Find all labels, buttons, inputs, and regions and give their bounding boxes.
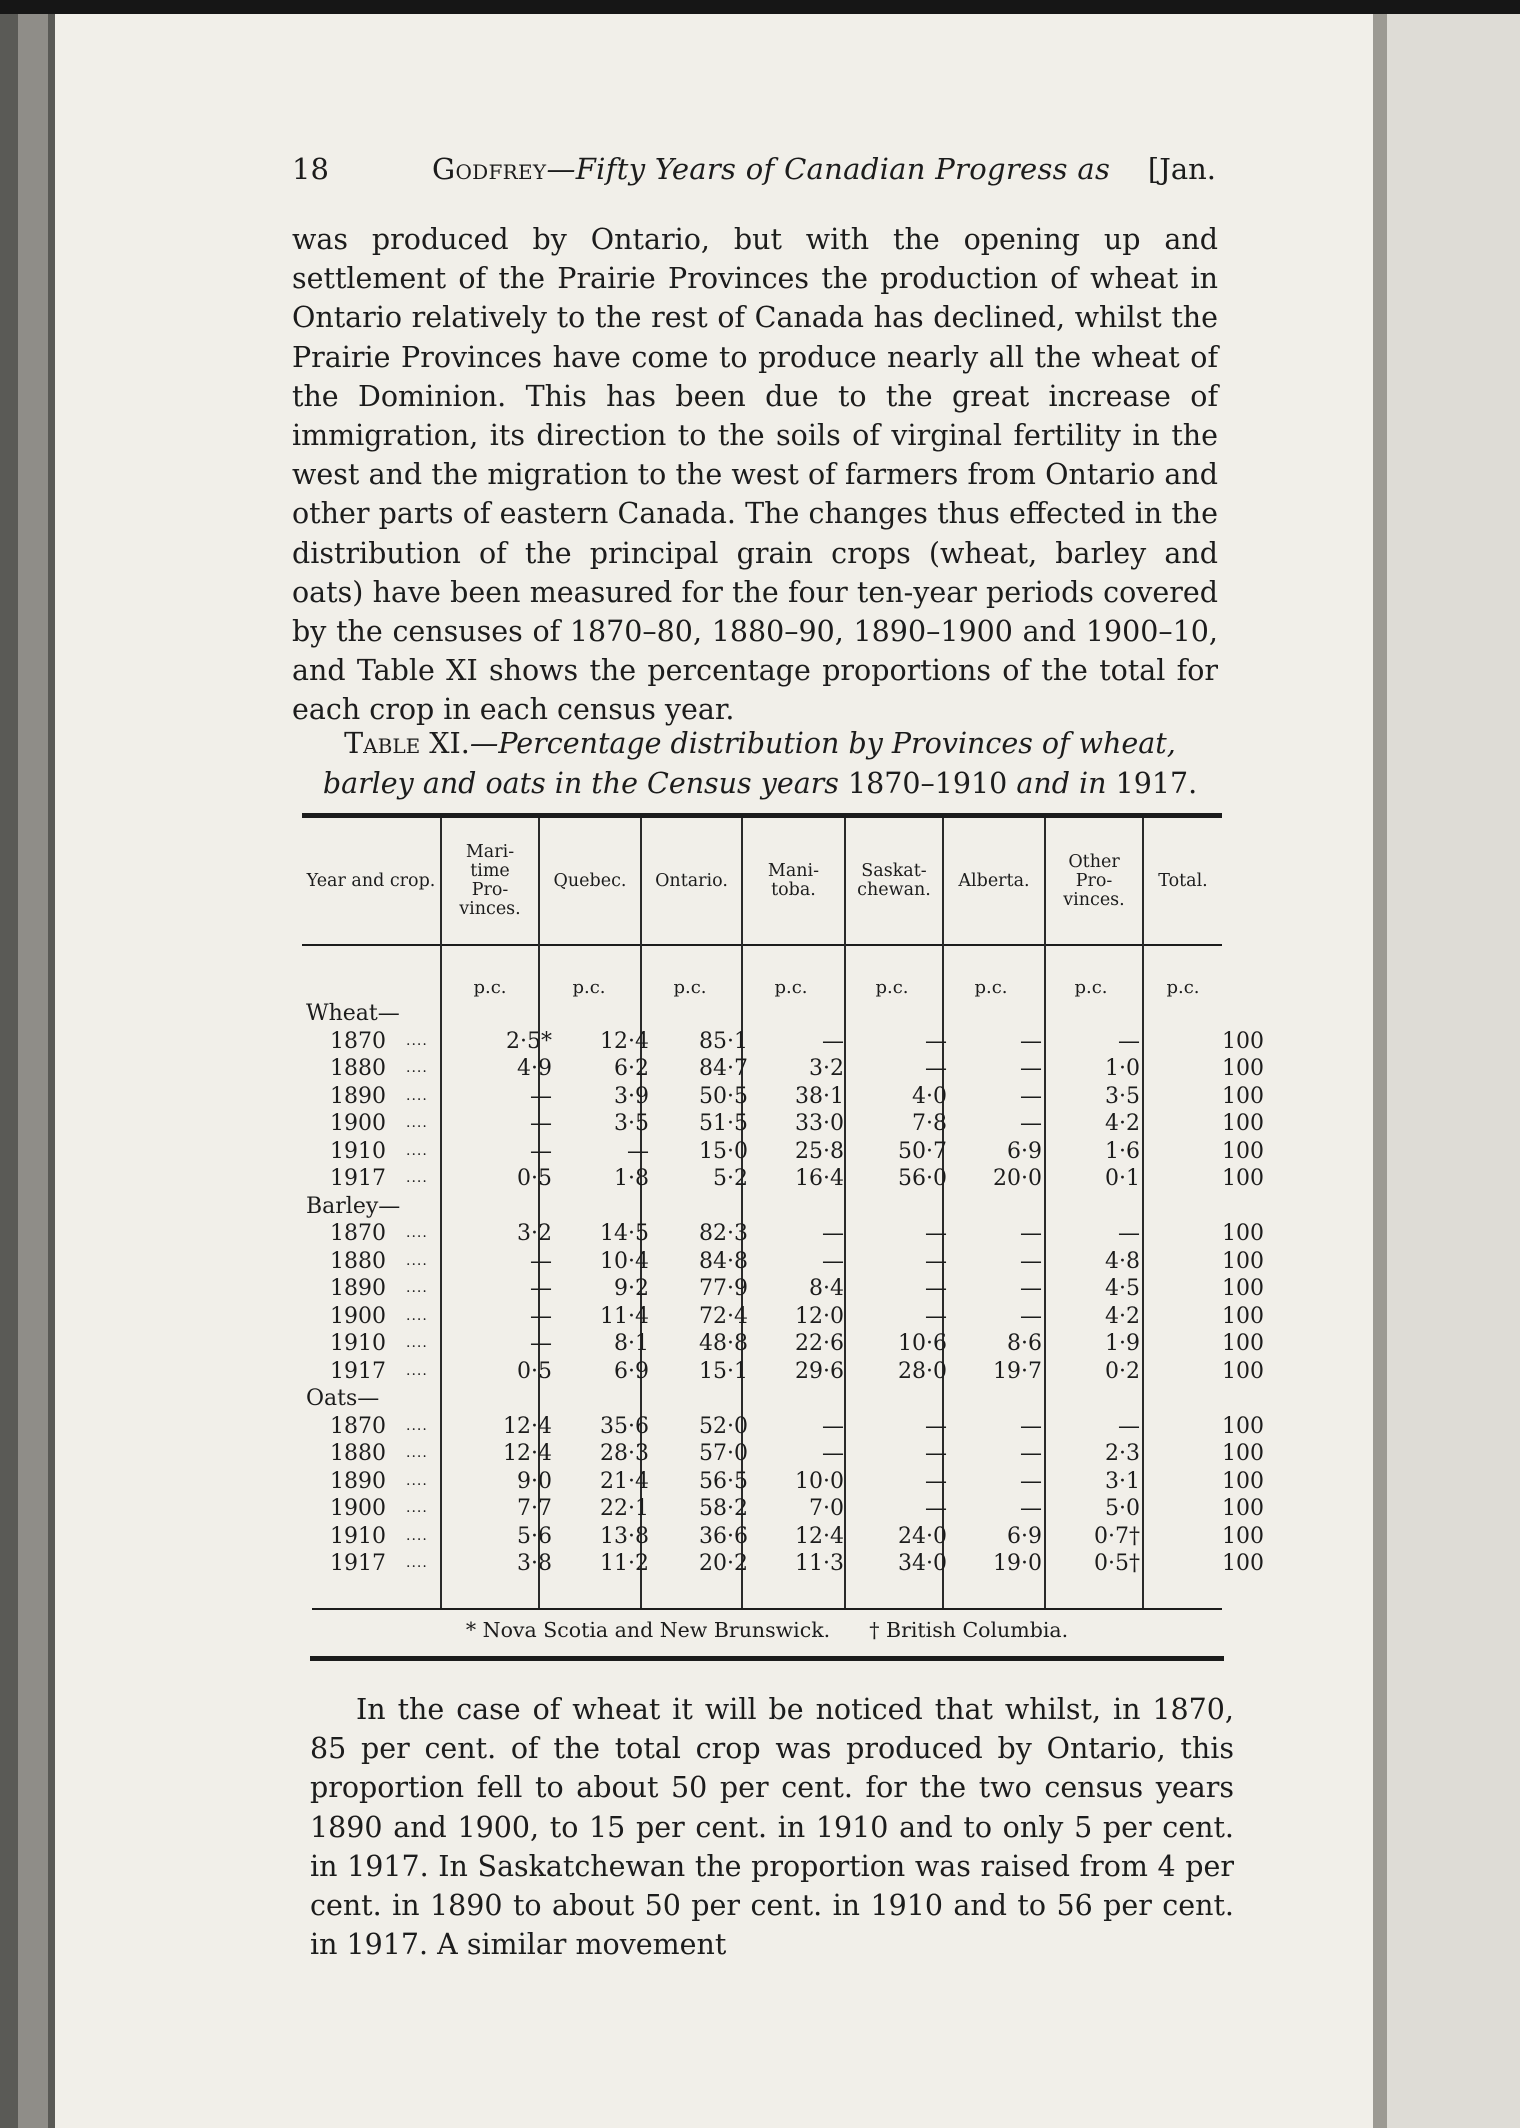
value-cell-alberta: 6·9 bbox=[1007, 1138, 1042, 1164]
value-cell-other: — bbox=[1118, 1028, 1140, 1054]
value-cell-alberta: — bbox=[1020, 1221, 1042, 1246]
value-cell-alberta: — bbox=[1020, 1056, 1042, 1081]
crop-label: Barley— bbox=[306, 1193, 401, 1219]
leader-dots: .... bbox=[406, 1335, 428, 1351]
value-cell-maritime: 3·8 bbox=[517, 1551, 552, 1576]
table-row bbox=[302, 1495, 1264, 1523]
table-row bbox=[302, 1440, 1264, 1468]
value-cell-alberta: 20·0 bbox=[993, 1166, 1042, 1191]
unit-label: p.c. bbox=[974, 977, 1008, 998]
value-cell-total: 100 bbox=[1222, 1248, 1264, 1274]
scan-left-binding-inner bbox=[18, 14, 48, 2128]
column-header-other: Other Pro- vinces. bbox=[1063, 851, 1125, 910]
year-cell: 1910 bbox=[330, 1331, 386, 1356]
table-body bbox=[302, 1000, 1264, 1578]
value-cell-quebec: 28·3 bbox=[600, 1441, 649, 1466]
value-cell-maritime: 9·0 bbox=[517, 1468, 552, 1494]
value-cell-ontario: 36·6 bbox=[699, 1523, 748, 1549]
value-cell-ontario: 20·2 bbox=[699, 1551, 748, 1576]
table-row bbox=[302, 1330, 1264, 1358]
value-cell-manitoba: 38·1 bbox=[795, 1083, 844, 1109]
value-cell-total: 100 bbox=[1222, 1056, 1264, 1081]
table-row bbox=[302, 1165, 1264, 1193]
value-cell-manitoba: 7·0 bbox=[809, 1496, 844, 1521]
leader-dots: .... bbox=[406, 1170, 428, 1186]
value-cell-other: 1·0 bbox=[1105, 1056, 1140, 1081]
value-cell-total: 100 bbox=[1222, 1303, 1264, 1329]
year-cell: 1910 bbox=[330, 1523, 386, 1549]
value-cell-quebec: 14·5 bbox=[600, 1221, 649, 1246]
running-title-author: Godfrey bbox=[432, 152, 547, 186]
value-cell-maritime: — bbox=[530, 1248, 552, 1274]
value-cell-quebec: 6·2 bbox=[614, 1056, 649, 1081]
value-cell-alberta: — bbox=[1020, 1276, 1042, 1301]
body-paragraph-1: was produced by Ontario, but with the opening up and settlement of the Prairie Provinces the production of wheat in Ontario relatively to the rest of Canada has declined, whilst the Prairie Provinces have come to produce nearly all the wheat of the Dominion. This has been due to the great increase of immigration, its direction to the soils of virginal fertility in the west and the migration to the west of farmers from Ontario and other parts of eastern Canada. The changes thus effected in the distribution of the principal grain crops (wheat, barley and oats) have been measured for the four ten-year periods covered by the censuses of 1870–80, 1880–90, 1890–1900 and 1900–10, and Table XI shows the percentage proportions of the total for each crop in each census year. bbox=[292, 223, 1218, 727]
value-cell-quebec: 12·4 bbox=[600, 1028, 649, 1054]
value-cell-maritime: — bbox=[530, 1276, 552, 1301]
unit-label: p.c. bbox=[774, 977, 808, 998]
value-cell-maritime: — bbox=[530, 1083, 552, 1109]
value-cell-maritime: — bbox=[530, 1138, 552, 1164]
column-header-total: Total. bbox=[1158, 870, 1208, 891]
value-cell-saskatchewan: — bbox=[925, 1221, 947, 1246]
value-cell-other: 1·9 bbox=[1105, 1331, 1140, 1356]
value-cell-alberta: — bbox=[1020, 1111, 1042, 1136]
value-cell-alberta: 19·0 bbox=[993, 1551, 1042, 1576]
value-cell-saskatchewan: — bbox=[925, 1028, 947, 1054]
value-cell-ontario: 82·3 bbox=[699, 1221, 748, 1246]
value-cell-total: 100 bbox=[1222, 1276, 1264, 1301]
value-cell-ontario: 50·5 bbox=[699, 1083, 748, 1109]
column-header-maritime: Mari- time Pro- vinces. bbox=[459, 842, 521, 919]
column-header-quebec: Quebec. bbox=[553, 870, 627, 891]
value-cell-alberta: 19·7 bbox=[993, 1358, 1042, 1384]
value-cell-alberta: — bbox=[1020, 1468, 1042, 1494]
leader-dots: .... bbox=[406, 1527, 428, 1544]
value-cell-manitoba: 11·3 bbox=[795, 1551, 844, 1576]
value-cell-maritime: — bbox=[530, 1331, 552, 1356]
value-cell-maritime: 0·5 bbox=[517, 1358, 552, 1384]
table-row bbox=[302, 1028, 1264, 1056]
value-cell-ontario: 52·0 bbox=[699, 1413, 748, 1439]
table-bottom-rule bbox=[310, 1656, 1224, 1661]
column-header-alberta: Alberta. bbox=[958, 870, 1030, 891]
table-row bbox=[302, 1303, 1264, 1331]
unit-label: p.c. bbox=[1074, 977, 1108, 998]
value-cell-manitoba: 12·0 bbox=[795, 1303, 844, 1329]
value-cell-saskatchewan: 34·0 bbox=[898, 1551, 947, 1576]
value-cell-saskatchewan: — bbox=[925, 1056, 947, 1081]
value-cell-manitoba: 3·2 bbox=[809, 1056, 844, 1081]
value-cell-saskatchewan: 7·8 bbox=[912, 1111, 947, 1136]
table-footnote: * Nova Scotia and New Brunswick. † British Columbia. bbox=[465, 1618, 1069, 1642]
value-cell-alberta: 6·9 bbox=[1007, 1523, 1042, 1549]
value-cell-maritime: 2·5* bbox=[506, 1028, 552, 1054]
leader-dots: .... bbox=[406, 1472, 428, 1489]
leader-dots: .... bbox=[406, 1445, 428, 1461]
value-cell-quebec: 6·9 bbox=[614, 1358, 649, 1384]
value-cell-quebec: 3·5 bbox=[614, 1111, 649, 1136]
value-cell-quebec: 10·4 bbox=[600, 1248, 649, 1274]
table-row bbox=[302, 1358, 1264, 1386]
unit-label: p.c. bbox=[1166, 977, 1200, 998]
page-gutter-shadow bbox=[1373, 14, 1387, 2128]
value-cell-saskatchewan: — bbox=[925, 1468, 947, 1494]
unit-label: p.c. bbox=[572, 977, 606, 998]
value-cell-manitoba: 25·8 bbox=[795, 1138, 844, 1164]
leader-dots: .... bbox=[406, 1417, 428, 1434]
value-cell-total: 100 bbox=[1222, 1166, 1264, 1191]
value-cell-ontario: 85·1 bbox=[699, 1028, 748, 1054]
running-title bbox=[432, 152, 1110, 186]
value-cell-ontario: 5·2 bbox=[713, 1166, 748, 1191]
value-cell-alberta: — bbox=[1020, 1303, 1042, 1329]
value-cell-ontario: 15·1 bbox=[699, 1358, 748, 1384]
year-cell: 1870 bbox=[330, 1221, 386, 1246]
value-cell-ontario: 72·4 bbox=[699, 1303, 748, 1329]
crop-group-row bbox=[302, 1193, 1222, 1221]
value-cell-saskatchewan: — bbox=[925, 1276, 947, 1301]
value-cell-maritime: — bbox=[530, 1111, 552, 1136]
value-cell-manitoba: 10·0 bbox=[795, 1468, 844, 1494]
unit-label: p.c. bbox=[875, 977, 909, 998]
value-cell-saskatchewan: 4·0 bbox=[912, 1083, 947, 1109]
value-cell-total: 100 bbox=[1222, 1496, 1264, 1521]
value-cell-other: 5·0 bbox=[1105, 1496, 1140, 1521]
leader-dots: .... bbox=[406, 1115, 428, 1131]
value-cell-manitoba: 8·4 bbox=[809, 1276, 844, 1301]
value-cell-ontario: 84·7 bbox=[699, 1056, 748, 1081]
value-cell-alberta: — bbox=[1020, 1083, 1042, 1109]
table-row bbox=[302, 1220, 1264, 1248]
value-cell-alberta: — bbox=[1020, 1441, 1042, 1466]
year-cell: 1900 bbox=[330, 1303, 386, 1329]
value-cell-total: 100 bbox=[1222, 1441, 1264, 1466]
value-cell-saskatchewan: 24·0 bbox=[898, 1523, 947, 1549]
year-cell: 1890 bbox=[330, 1083, 386, 1109]
table-caption bbox=[296, 724, 1224, 804]
value-cell-quebec: 11·2 bbox=[600, 1551, 649, 1576]
value-cell-other: 0·7† bbox=[1094, 1523, 1140, 1549]
value-cell-saskatchewan: — bbox=[925, 1496, 947, 1521]
value-cell-quebec: 9·2 bbox=[614, 1276, 649, 1301]
value-cell-maritime: 7·7 bbox=[517, 1496, 552, 1521]
crop-group-row bbox=[302, 1385, 1222, 1413]
table-footnote-rule bbox=[312, 1608, 1222, 1610]
value-cell-other: 1·6 bbox=[1105, 1138, 1140, 1164]
value-cell-maritime: 4·9 bbox=[517, 1056, 552, 1081]
value-cell-maritime: 5·6 bbox=[517, 1523, 552, 1549]
table-row bbox=[302, 1413, 1264, 1441]
value-cell-alberta: — bbox=[1020, 1248, 1042, 1274]
value-cell-total: 100 bbox=[1222, 1138, 1264, 1164]
year-cell: 1910 bbox=[330, 1138, 386, 1164]
year-cell: 1880 bbox=[330, 1056, 386, 1081]
value-cell-alberta: 8·6 bbox=[1007, 1331, 1042, 1356]
leader-dots: .... bbox=[406, 1060, 428, 1076]
year-cell: 1900 bbox=[330, 1496, 386, 1521]
value-cell-total: 100 bbox=[1222, 1358, 1264, 1384]
value-cell-maritime: 3·2 bbox=[517, 1221, 552, 1246]
value-cell-total: 100 bbox=[1222, 1468, 1264, 1494]
value-cell-other: 4·2 bbox=[1105, 1111, 1140, 1136]
value-cell-total: 100 bbox=[1222, 1331, 1264, 1356]
value-cell-other: — bbox=[1118, 1221, 1140, 1246]
value-cell-maritime: 12·4 bbox=[503, 1441, 552, 1466]
value-cell-quebec: 3·9 bbox=[614, 1083, 649, 1109]
value-cell-ontario: 56·5 bbox=[699, 1468, 748, 1494]
value-cell-manitoba: — bbox=[822, 1248, 844, 1274]
year-cell: 1917 bbox=[330, 1551, 386, 1576]
value-cell-other: 4·2 bbox=[1105, 1303, 1140, 1329]
value-cell-manitoba: 22·6 bbox=[795, 1331, 844, 1356]
value-cell-other: 2·3 bbox=[1105, 1441, 1140, 1466]
value-cell-manitoba: 12·4 bbox=[795, 1523, 844, 1549]
leader-dots: .... bbox=[406, 1142, 428, 1159]
table-row bbox=[302, 1550, 1264, 1578]
leader-dots: .... bbox=[406, 1225, 428, 1241]
table-row bbox=[302, 1138, 1264, 1166]
value-cell-other: 4·5 bbox=[1105, 1276, 1140, 1301]
value-cell-other: 0·1 bbox=[1105, 1166, 1140, 1191]
value-cell-saskatchewan: — bbox=[925, 1441, 947, 1466]
facing-page-edge bbox=[1387, 14, 1520, 2128]
value-cell-maritime: 12·4 bbox=[503, 1413, 552, 1439]
scan-top-edge bbox=[0, 0, 1520, 14]
crop-label: Oats— bbox=[306, 1386, 380, 1411]
value-cell-other: — bbox=[1118, 1413, 1140, 1439]
value-cell-total: 100 bbox=[1222, 1551, 1264, 1576]
year-cell: 1890 bbox=[330, 1468, 386, 1494]
value-cell-ontario: 84·8 bbox=[699, 1248, 748, 1274]
value-cell-alberta: — bbox=[1020, 1496, 1042, 1521]
value-cell-manitoba: 29·6 bbox=[795, 1358, 844, 1384]
value-cell-quebec: 1·8 bbox=[614, 1166, 649, 1191]
value-cell-ontario: 48·8 bbox=[699, 1331, 748, 1356]
table-caption-year: 1917. bbox=[1115, 767, 1198, 800]
value-cell-saskatchewan: 56·0 bbox=[898, 1166, 947, 1191]
value-cell-ontario: 58·2 bbox=[699, 1496, 748, 1521]
value-cell-quebec: 11·4 bbox=[600, 1303, 649, 1329]
value-cell-total: 100 bbox=[1222, 1111, 1264, 1136]
unit-label: p.c. bbox=[473, 977, 507, 998]
value-cell-manitoba: 33·0 bbox=[795, 1111, 844, 1136]
column-header-manitoba: Mani- toba. bbox=[767, 861, 820, 900]
table-row bbox=[302, 1468, 1264, 1496]
year-cell: 1917 bbox=[330, 1166, 386, 1191]
value-cell-ontario: 15·0 bbox=[699, 1138, 748, 1164]
value-cell-manitoba: — bbox=[822, 1221, 844, 1246]
column-header-year-crop: Year and crop. bbox=[306, 870, 436, 891]
value-cell-quebec: 22·1 bbox=[600, 1496, 649, 1521]
value-cell-total: 100 bbox=[1222, 1028, 1264, 1054]
table-row bbox=[302, 1110, 1264, 1138]
table-row bbox=[302, 1523, 1264, 1551]
value-cell-saskatchewan: — bbox=[925, 1303, 947, 1329]
value-cell-quebec: 8·1 bbox=[614, 1331, 649, 1356]
value-cell-manitoba: — bbox=[822, 1028, 844, 1054]
value-cell-saskatchewan: — bbox=[925, 1248, 947, 1274]
value-cell-other: 0·5† bbox=[1094, 1551, 1140, 1576]
leader-dots: .... bbox=[406, 1032, 428, 1049]
value-cell-manitoba: 16·4 bbox=[795, 1166, 844, 1191]
value-cell-quebec: 35·6 bbox=[600, 1413, 649, 1439]
value-cell-other: 4·8 bbox=[1105, 1248, 1140, 1274]
value-cell-alberta: — bbox=[1020, 1028, 1042, 1054]
value-cell-alberta: — bbox=[1020, 1413, 1042, 1439]
crop-group-row bbox=[302, 1000, 1222, 1028]
table-row bbox=[302, 1275, 1264, 1303]
value-cell-ontario: 57·0 bbox=[699, 1441, 748, 1466]
value-cell-total: 100 bbox=[1222, 1523, 1264, 1549]
table-row bbox=[302, 1248, 1264, 1276]
table-caption-label: Table XI. bbox=[344, 727, 470, 760]
value-cell-other: 3·5 bbox=[1105, 1083, 1140, 1109]
year-cell: 1870 bbox=[330, 1028, 386, 1054]
leader-dots: .... bbox=[406, 1500, 428, 1516]
value-cell-ontario: 51·5 bbox=[699, 1111, 748, 1136]
year-cell: 1917 bbox=[330, 1358, 386, 1384]
table-caption-and: and in bbox=[1007, 767, 1116, 800]
running-title-text: —Fifty Years of Canadian Progress as bbox=[546, 152, 1111, 186]
year-cell: 1890 bbox=[330, 1276, 386, 1301]
body-paragraph-2: In the case of wheat it will be noticed that whilst, in 1870, 85 per cent. of the total crop was produced by Ontario, this proportion fell to about 50 per cent. for the two census years 1890 and 1900, to 15 per cent. in 1910 and to only 5 per cent. in 1917. In Saskatchewan the proportion was raised from 4 per cent. in 1890 to about 50 per cent. in 1910 and to 56 per cent. in 1917. A similar movement bbox=[310, 1693, 1234, 1962]
running-header bbox=[292, 152, 1216, 196]
page-number: 18 bbox=[292, 152, 329, 186]
value-cell-quebec: 21·4 bbox=[600, 1468, 649, 1494]
value-cell-quebec: — bbox=[627, 1138, 649, 1164]
value-cell-other: 0·2 bbox=[1105, 1358, 1140, 1384]
year-cell: 1880 bbox=[330, 1248, 386, 1274]
crop-label: Wheat— bbox=[306, 1001, 400, 1026]
value-cell-saskatchewan: — bbox=[925, 1413, 947, 1439]
table-caption-range: 1870–1910 bbox=[848, 767, 1008, 800]
leader-dots: .... bbox=[406, 1252, 428, 1269]
value-cell-saskatchewan: 10·6 bbox=[898, 1331, 947, 1356]
value-cell-ontario: 77·9 bbox=[699, 1276, 748, 1301]
table-row bbox=[302, 1083, 1264, 1111]
value-cell-total: 100 bbox=[1222, 1413, 1264, 1439]
year-cell: 1900 bbox=[330, 1111, 386, 1136]
leader-dots: .... bbox=[406, 1362, 428, 1379]
value-cell-total: 100 bbox=[1222, 1083, 1264, 1109]
leader-dots: .... bbox=[406, 1087, 428, 1104]
year-cell: 1880 bbox=[330, 1441, 386, 1466]
value-cell-manitoba: — bbox=[822, 1413, 844, 1439]
leader-dots: .... bbox=[406, 1555, 428, 1571]
value-cell-maritime: — bbox=[530, 1303, 552, 1329]
table-row bbox=[302, 1055, 1264, 1083]
unit-label: p.c. bbox=[673, 977, 707, 998]
value-cell-manitoba: — bbox=[822, 1441, 844, 1466]
leader-dots: .... bbox=[406, 1307, 428, 1324]
year-cell: 1870 bbox=[330, 1413, 386, 1439]
column-header-saskatchewan: Saskat- chewan. bbox=[857, 861, 931, 900]
column-header-ontario: Ontario. bbox=[655, 870, 728, 891]
value-cell-other: 3·1 bbox=[1105, 1468, 1140, 1494]
running-header-date: [Jan. bbox=[1147, 152, 1216, 186]
value-cell-quebec: 13·8 bbox=[600, 1523, 649, 1549]
table-caption-text: —Percentage distribution by Provinces of wheat, barley and oats in the Census years bbox=[322, 727, 1176, 800]
value-cell-maritime: 0·5 bbox=[517, 1166, 552, 1191]
leader-dots: .... bbox=[406, 1280, 428, 1296]
value-cell-saskatchewan: 50·7 bbox=[898, 1138, 947, 1164]
value-cell-saskatchewan: 28·0 bbox=[898, 1358, 947, 1384]
value-cell-total: 100 bbox=[1222, 1221, 1264, 1246]
